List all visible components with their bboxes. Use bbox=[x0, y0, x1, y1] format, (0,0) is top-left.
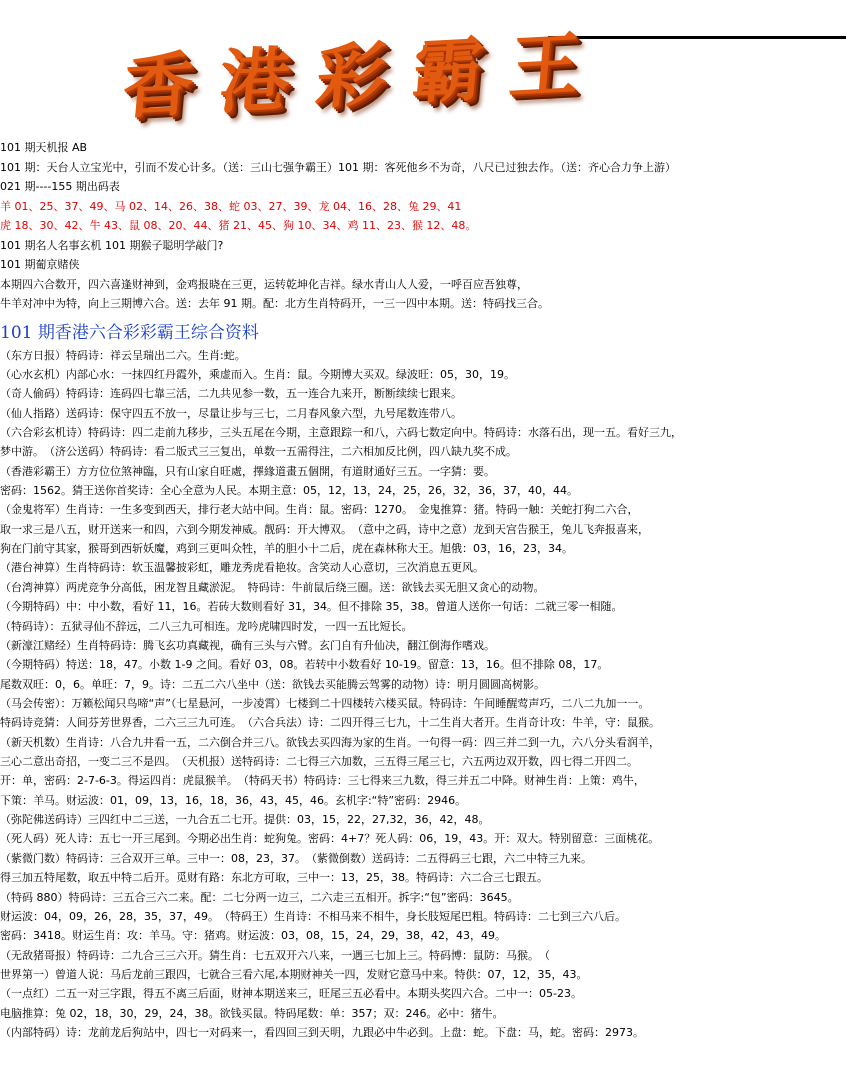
text-line: 牛羊对冲中为特，向上三期博六合。送：去年 91 期。配：北方生肖特码开，一三一四中本期。送：特码找三合。 bbox=[0, 297, 549, 310]
banner bbox=[0, 0, 863, 130]
text-line: （台湾神算）两虎竞争分高低，困龙智且藏淤泥。 特码诗：牛前鼠后绕三圈。送：欲钱去买无胆又贪心的动物。 bbox=[0, 580, 545, 594]
text-line: 电脑推算：兔 02，18，30，29，24，38。欲钱买鼠。特码尾数：单：357；双：246。必中：猪牛。 bbox=[0, 1006, 504, 1020]
text-line: 世界第一）曾道人说：马后龙前三跟四，七就合三看六尾,本期财神关一四，发财它意马中来。特供：07，12，35，43。 bbox=[0, 968, 588, 981]
text-line: 狗在门前守其家，猴哥到西斩妖魔，鸡到三更叫众牲，羊的胆小十二后，虎在森林称大王。旭俄：03，16，23，34。 bbox=[0, 542, 573, 556]
text-line: （内部特码）诗：龙前龙后狗站中，四七一对码来一，看四回三到天明，九跟必中牛必到。上盘：蛇。下盘：马，蛇。密码：2973。 bbox=[0, 1026, 644, 1040]
section-title: 101 期香港六合彩彩霸王综合资料 bbox=[0, 322, 259, 343]
text-line: 本期四六合数开，四六喜逢财神到，金鸡报晓在三更，运转乾坤化吉祥。绿水青山人人爱，一呼百应吾独尊， bbox=[0, 277, 528, 291]
text-line: 密码：1562。猜王送你首奖诗：全心全意为人民。本期主意：05，12，13，24，25，26，32，36，37，40，44。 bbox=[0, 484, 578, 498]
text-line: 101 期名人名事玄机 101 期猴子聪明学敲门? bbox=[0, 238, 224, 252]
body-lines bbox=[0, 346, 858, 1043]
text-line: 密码：3418。财运生肖：攻：羊马。守：猪鸡。财运波：03，08，15，24，29，38，42，43，49。 bbox=[0, 929, 506, 943]
text-line: （弥陀佛送码诗）三四红中二三送，一九合五二七开。提供：03，15，22，27,32，36，42，48。 bbox=[0, 813, 490, 827]
text-line: 021 期----155 期出码表 bbox=[0, 180, 120, 193]
text-line: （一点红）二五一对三字跟，得五不离三后面，财神本期送来三，旺尾三五必看中。本期头奖四六合。二中一：05-23。 bbox=[0, 987, 582, 1001]
text-line: 开：单，密码：2-7-6-3。得运四肖：虎鼠猴羊。 （特码天书）特码诗：三七得来三九数，得三并五二中降。财神生肖：上策：鸡牛， bbox=[0, 774, 645, 788]
text-line: 财运波：04，09，26，28，35，37，49。 （特码王）生肖诗：不相马来不相牛，身长肢短尾巴粗。特码诗：二七到三六八后。 bbox=[0, 909, 626, 923]
text-line: （金鬼将军）生肖诗：一生多变到西天，排行老大站中间。生肖：鼠。密码：1270。 金鬼推算：猪。特码一触：关蛇打狗二六合， bbox=[0, 503, 639, 517]
text-line: 尾数双旺：0，6。单旺：7，9。诗：二五二六八坐中（送：欲钱去买能腾云驾雾的动物）诗：明月圆圆高树影。 bbox=[0, 677, 545, 691]
text-line: （香港彩霸王）方方位位煞神臨，只有山家自旺處，擇緣道畫五個開，有道財通好三五。一字猜：要。 bbox=[0, 464, 495, 478]
text-line: 三心二意出奇招，一变二三不是四。 （天机报）送特码诗：二七得三六加数，三五得三尾三七，六五两边双开数，四七得二开四二。 bbox=[0, 755, 638, 769]
text-line: （奇人偷码）特码诗：连码四七靠三活，二九共见参一数，五一连合九来开，断断续续七跟来。 bbox=[0, 387, 462, 401]
text-line: （六合彩玄机诗）特码诗：四二走前九移步，三头五尾在今期，主意跟踪一和八，六码七数定向中。特码诗：水落石出，现一五。看好三九， bbox=[0, 425, 682, 439]
text-line: （今期特码）中：中小数，看好 11，16。若砖大数则看好 31，34。但不排除 35，38。曾道人送你一句话：二就三零一相随。 bbox=[0, 600, 623, 614]
text-line: 梦中游。 （济公送码）特码诗：看二版式三三复出，单数一五需得注，二六相加反比例，四八缺九奖不成。 bbox=[0, 445, 517, 459]
text-line: （东方日报）特码诗：祥云呈瑞出二六。生肖:蛇。 bbox=[0, 348, 246, 362]
text-line: （马会传密）：万籁松闻只鸟啼“声”（七星悬河，一步凌霄）七楼到二十四楼转六楼买鼠。特码诗：午间睡醒莺声巧，二八二九加一一。 bbox=[0, 696, 650, 710]
content bbox=[0, 138, 858, 1042]
text-line: （港台神算）生肖特码诗：软玉温馨披彩虹，雕龙秀虎看艳妆。含笑动人心意切，三次消息五更风。 bbox=[0, 561, 484, 575]
text-line: （仙人指路）送码诗：保守四五不放一，尽量让步与三七，二月春风象六型，九号尾数连带八。 bbox=[0, 406, 462, 420]
text-line: （死人码）死人诗：五七一开三尾到。今期必出生肖：蛇狗兔。密码：4+7？死人码：06，19，43。开：双大。特别留意：三面桃花。 bbox=[0, 832, 660, 846]
text-line: （新天机数）生肖诗：八合九井看一五，二六倒合并三八。欲钱去买四海为家的生肖。一句得一码：四三并二到一九，六八分头看润羊， bbox=[0, 735, 660, 749]
text-line: （特码 880）特码诗：三五合三六二来。配：二七分两一边三，二六走三五相开。拆字:“包”密码：3645。 bbox=[0, 890, 519, 904]
text-line: （新濠江赌经）生肖特码诗：腾飞玄功真藏视，确有三头与六臂。玄门自有升仙决，翻江倒海作嗜戏。 bbox=[0, 638, 495, 652]
text-line: （今期特码）特送：18，47。小数 1-9 之间。看好 03，08。若转中小数看好 10-19。留意：13，16。但不排除 08，17。 bbox=[0, 658, 609, 672]
header-lines bbox=[0, 138, 858, 197]
text-line: （紫微门数）特码诗：三合双开三单。三中一：08，23，37。 （紫微倒数）送码诗：二五得码三七跟，六二中特三九来。 bbox=[0, 851, 592, 865]
text-line: 101 期葡京赌侠 bbox=[0, 258, 80, 271]
text-line: （心水玄机）内部心水：一抹四红丹霞外，乘虚而入。生肖：鼠。今期博大买双。绿波旺：05，30，19。 bbox=[0, 367, 515, 381]
text-line: 虎 18、30、42、牛 43、鼠 08、20、44、猪 21、45、狗 10、34、鸡 11、23、猴 12、48。 bbox=[0, 219, 477, 232]
text-line: （特码诗）：五狱寻仙不辞远，二八三九可相连。龙吟虎啸四时发，一四一五比短长。 bbox=[0, 619, 413, 633]
text-line: （无敌猪哥报）特码诗：二九合三三六开。猜生肖：七五双开六八来，一遇三七加上三。特码博：鼠防：马猴。 （ bbox=[0, 948, 550, 962]
text-line: 101 期天机报 AB bbox=[0, 141, 88, 154]
text-line: 取一求三是八五，财开送来一和四，六到今期发神威。靓码：开大博双。 （意中之码，诗中之意）龙到天宫告猴王，兔儿飞奔报喜来， bbox=[0, 522, 649, 536]
text-line: 101 期：天台人立宝光中，引而不发心计多。（送：三山七强争霸王）101 期：客死他乡不为奇，八尺已过独去作。（送：齐心合力争上游） bbox=[0, 160, 676, 174]
text-line: 得三加五特尾数，取五中特二后开。觅财有路：东北方可取，三中一：13，25，38。特码诗：六二合三七跟五。 bbox=[0, 871, 548, 885]
intro-lines bbox=[0, 236, 858, 314]
text-line: 特码诗竞猜：人间芬芳世界香，二六三三九可连。 （六合兵法）诗：二四开得三七九，十二生肖大者开。生肖奇计攻：牛羊，守：鼠猴。 bbox=[0, 716, 660, 730]
zodiac-number-table bbox=[0, 197, 858, 236]
text-line: 下策：羊马。财运波：01，09，13，16，18，36，43，45，46。玄机字:“特”密码：2946。 bbox=[0, 793, 467, 807]
text-line: 羊 01、25、37、49、马 02、14、26、38、蛇 03、27、39、龙 04、16、28、兔 29、41 bbox=[0, 199, 462, 213]
banner-title: 香港彩霸王 bbox=[119, 20, 610, 129]
